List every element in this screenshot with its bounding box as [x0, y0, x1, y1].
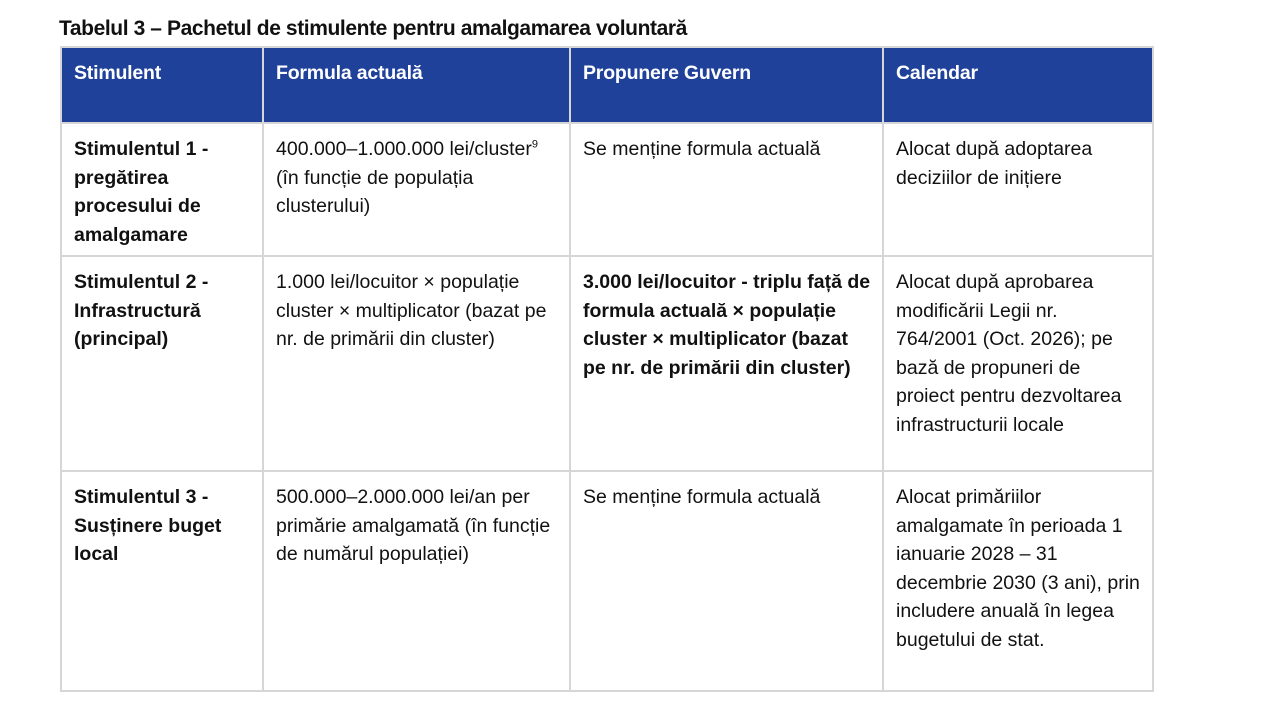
table-body [61, 123, 1153, 691]
cell-calendar: Alocat primăriilor amalgamate în perioada 1 ianuarie 2028 – 31 decembrie 2030 (3 ani), prin includere anuală în legea bugetului de stat. [883, 471, 1153, 691]
formula-text-rest: (în funcție de populația clusterului) [276, 166, 474, 217]
column-header-stimulent: Stimulent [61, 47, 263, 123]
column-header-formula-actuala: Formula actuală [263, 47, 570, 123]
table-title: Tabelul 3 – Pachetul de stimulente pentru amalgamarea voluntară [59, 17, 687, 40]
column-header-calendar: Calendar [883, 47, 1153, 123]
header-row [61, 47, 1153, 123]
cell-propunere-guvern: 3.000 lei/locuitor - triplu față de formula actuală × populație cluster × multiplicator (bazat pe nr. de primării din cluster) [570, 256, 883, 471]
cell-formula-actuala [263, 123, 570, 256]
column-header-propunere-guvern: Propunere Guvern [570, 47, 883, 123]
cell-calendar: Alocat după aprobarea modificării Legii nr. 764/2001 (Oct. 2026); pe bază de propuneri de proiect pentru dezvoltarea infrastructurii locale [883, 256, 1153, 471]
cell-stimulent: Stimulentul 1 - pregătirea procesului de amalgamare [61, 123, 263, 256]
table-row [61, 123, 1153, 256]
footnote-reference: 9 [531, 138, 538, 151]
cell-formula-actuala: 500.000–2.000.000 lei/an per primărie amalgamată (în funcție de numărul populației) [263, 471, 570, 691]
table-row [61, 471, 1153, 691]
formula-text: 400.000–1.000.000 lei/cluster [276, 138, 532, 160]
cell-formula-actuala: 1.000 lei/locuitor × populație cluster × multiplicator (bazat pe nr. de primării din cluster) [263, 256, 570, 471]
cell-calendar: Alocat după adoptarea deciziilor de inițiere [883, 123, 1153, 256]
incentives-table [60, 46, 1154, 692]
cell-propunere-guvern: Se menține formula actuală [570, 471, 883, 691]
cell-stimulent: Stimulentul 2 - Infrastructură (principal) [61, 256, 263, 471]
table-header [61, 47, 1153, 123]
cell-propunere-guvern: Se menține formula actuală [570, 123, 883, 256]
table-row [61, 256, 1153, 471]
cell-stimulent: Stimulentul 3 - Susținere buget local [61, 471, 263, 691]
